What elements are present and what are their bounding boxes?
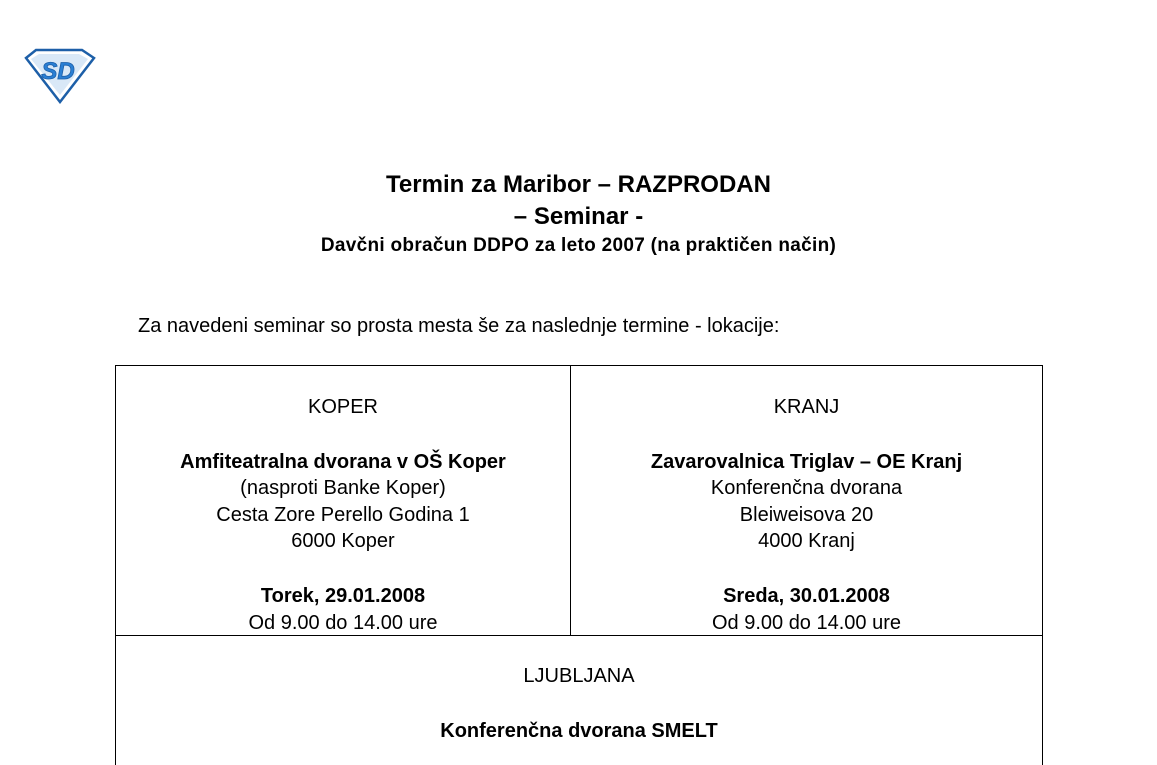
heading-subtitle: – Seminar - xyxy=(513,203,644,230)
location-venue: Amfiteatralna dvorana v OŠ Koper xyxy=(180,450,506,473)
location-city: LJUBLJANA xyxy=(523,665,635,687)
location-street: Bleiweisova 20 xyxy=(739,503,874,526)
location-cell-koper xyxy=(116,394,570,636)
location-date: Sreda, 30.01.2008 xyxy=(723,584,890,607)
logo-letters: SD xyxy=(41,58,75,85)
company-logo xyxy=(22,48,96,104)
locations-table xyxy=(115,365,1043,765)
location-postal: 6000 Koper xyxy=(291,530,395,553)
location-note: Konferenčna dvorana xyxy=(710,477,903,500)
location-street: Cesta Zore Perello Godina 1 xyxy=(216,503,470,526)
location-postal: 4000 Kranj xyxy=(758,530,855,553)
location-venue: Konferenčna dvorana SMELT xyxy=(440,719,718,742)
location-city: KOPER xyxy=(307,396,379,418)
location-cell-kranj xyxy=(571,394,1042,636)
location-cell-ljubljana xyxy=(116,663,1042,744)
location-venue: Zavarovalnica Triglav – OE Kranj xyxy=(650,450,963,473)
sd-shield-icon xyxy=(22,48,96,104)
location-time: Od 9.00 do 14.00 ure xyxy=(248,611,438,634)
location-date: Torek, 29.01.2008 xyxy=(260,584,426,607)
intro-text: Za navedeni seminar so prosta mesta še za naslednje termine - lokacije: xyxy=(138,315,780,337)
location-city: KRANJ xyxy=(773,396,840,418)
location-note: (nasproti Banke Koper) xyxy=(240,477,446,500)
heading-title: Termin za Maribor – RAZPRODAN xyxy=(386,171,771,198)
location-time: Od 9.00 do 14.00 ure xyxy=(711,611,902,634)
heading-seminar-name: Davčni obračun DDPO za leto 2007 (na praktičen način) xyxy=(320,235,837,256)
